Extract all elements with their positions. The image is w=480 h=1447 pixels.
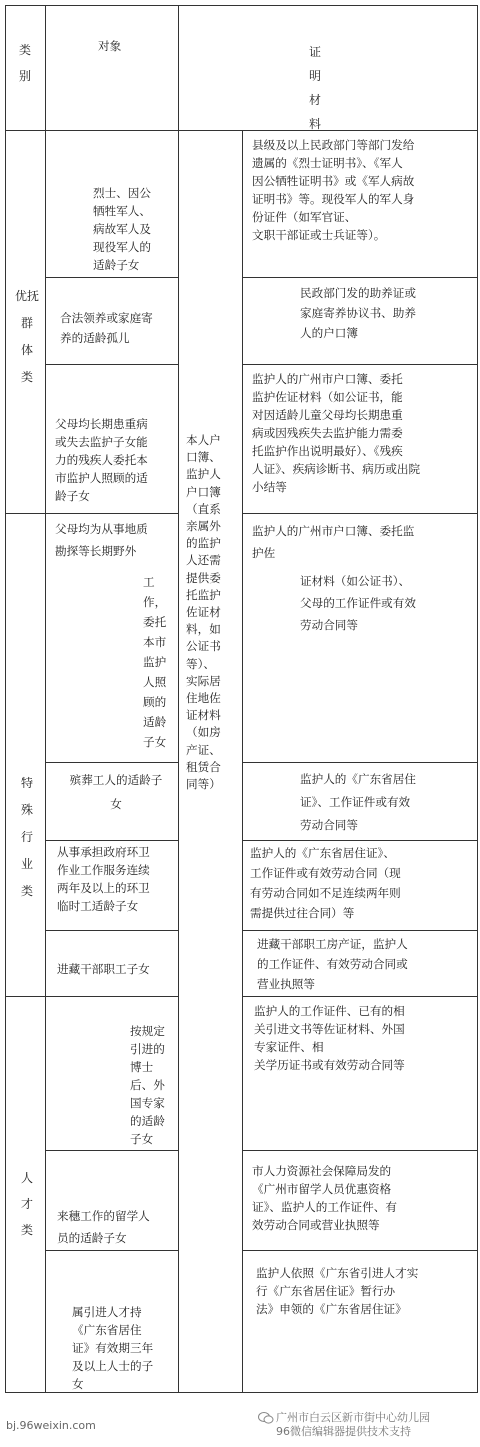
- row-object: 父母均长期患重病 或失去监护子女能 力的残疾人委托本 市监护人照顾的适 龄子女: [55, 417, 148, 503]
- group-divider: [5, 513, 178, 514]
- column-divider-object: [178, 5, 179, 1393]
- row-divider-material: [242, 364, 478, 365]
- row-divider-material: [242, 1250, 478, 1251]
- row-divider-material: [242, 1150, 478, 1151]
- row-divider-object: [45, 930, 178, 931]
- row-material: 监护人的《广东省居住 证》、工作证件或有效 劳动合同等: [300, 772, 416, 832]
- row-object: 工 作， 委托 本市 监护 人照 顾的 适龄 子女: [143, 575, 167, 749]
- header-material: 证 明 材 料: [308, 45, 321, 131]
- row-material: 监护人的《广东省居住证》、 工作证件或有效劳动合同（现 有劳动合同如不足连续两年则 需提供过往合同）等: [250, 846, 401, 920]
- row-object: 从事承担政府环卫 作业工作服务连续 两年及以上的环卫 临时工适龄子女: [57, 845, 150, 913]
- row-divider-material: [242, 762, 478, 763]
- group-divider: [242, 513, 478, 514]
- group-divider: [5, 996, 178, 997]
- row-object: 合法领养或家庭寄 养的适龄孤儿: [60, 311, 153, 345]
- header-divider: [5, 130, 478, 131]
- row-object: 烈士、因公 牺牲军人、 病故军人及 现役军人的 适龄子女: [93, 186, 151, 272]
- group-label-teshu: 特 殊 行 业 类: [20, 776, 33, 898]
- group-label-youfu: 优抚 群 体 类: [14, 289, 39, 384]
- row-object: 殡葬工人的适龄子 女: [69, 773, 163, 811]
- row-object: 来穗工作的留学人 员的适龄子女: [57, 1209, 150, 1245]
- row-object: 属引进人才持 《广东省居住 证》有效期三年 及以上人士的子 女: [72, 1305, 154, 1391]
- column-divider-category: [45, 5, 46, 1393]
- footer-credit: [276, 1411, 430, 1439]
- header-category: 类 别: [18, 43, 31, 83]
- row-divider-object: [45, 762, 178, 763]
- row-material: 监护人的工作证件、已有的相 关引进文书等佐证材料、外国 专家证件、相 关学历证书或有效劳动合同等: [254, 1004, 405, 1072]
- row-object: 父母均为从事地质 勘探等长期野外: [55, 522, 148, 558]
- row-divider-object: [45, 840, 178, 841]
- row-material: 市人力资源社会保障局发的 《广州市留学人员优惠资格 证》、监护人的工作证件、有 效劳动合同或营业执照等: [252, 1164, 397, 1232]
- row-object: 进藏干部职工子女: [57, 962, 150, 976]
- footer-editor-credit: 96微信编辑器提供技术支持: [276, 1425, 411, 1438]
- row-divider-object: [45, 1150, 178, 1151]
- row-material: 监护人依照《广东省引进人才实 行《广东省居住证》暂行办 法》申领的《广东省居住证》: [256, 1266, 419, 1316]
- shared-material: 本人户 口簿、 监护人 户口簿 （直系 亲属外 的监护 人还需 提供委 托监护 佐证材 料，如 公证书 等）、 实际居 住地佐 证材料 （如房 产证、 租赁合 同等）: [186, 433, 221, 792]
- group-divider: [242, 996, 478, 997]
- row-divider-material: [242, 930, 478, 931]
- footer-site-url: bj.96weixin.com: [6, 1419, 96, 1432]
- row-divider-material: [242, 277, 478, 278]
- row-divider-material: [242, 840, 478, 841]
- row-material: 监护人的广州市户口簿、委托 监护佐证材料（如公证书，能 对因适龄儿童父母均长期患重 病或因残疾失去监护能力需委 托监护作出说明最好）、《残疾 人证》、疾病诊断书、病历或出院 小结等: [252, 372, 421, 494]
- row-divider-object: [45, 1250, 178, 1251]
- row-material: 进藏干部职工房产证，监护人 的工作证件、有效劳动合同或 营业执照等: [257, 937, 408, 991]
- row-divider-object: [45, 364, 178, 365]
- row-object: 按规定 引进的 博士 后、外 国专家 的适龄 子女: [130, 1024, 165, 1146]
- header-object: 对象: [98, 39, 122, 53]
- row-material: 县级及以上民政部门等部门发给 遗属的《烈士证明书》、《军人 因公牺牲证明书》或《军人病故 证明书》等。现役军人的军人身 份证件（如军官证、 文职干部证或士兵证等）。: [252, 138, 415, 242]
- row-material: 证材料（如公证书）、 父母的工作证件或有效 劳动合同等: [300, 574, 416, 632]
- footer-account-name: 广州市白云区新市街中心幼儿园: [276, 1411, 430, 1424]
- row-material: 民政部门发的助养证或 家庭寄养协议书、助养 人的户口簿: [300, 286, 416, 340]
- row-divider-object: [45, 277, 178, 278]
- wechat-icon: [258, 1411, 274, 1425]
- row-material: 监护人的广州市户口簿、委托监 护佐: [252, 524, 415, 560]
- group-label-rencai: 人 才 类: [20, 1171, 33, 1237]
